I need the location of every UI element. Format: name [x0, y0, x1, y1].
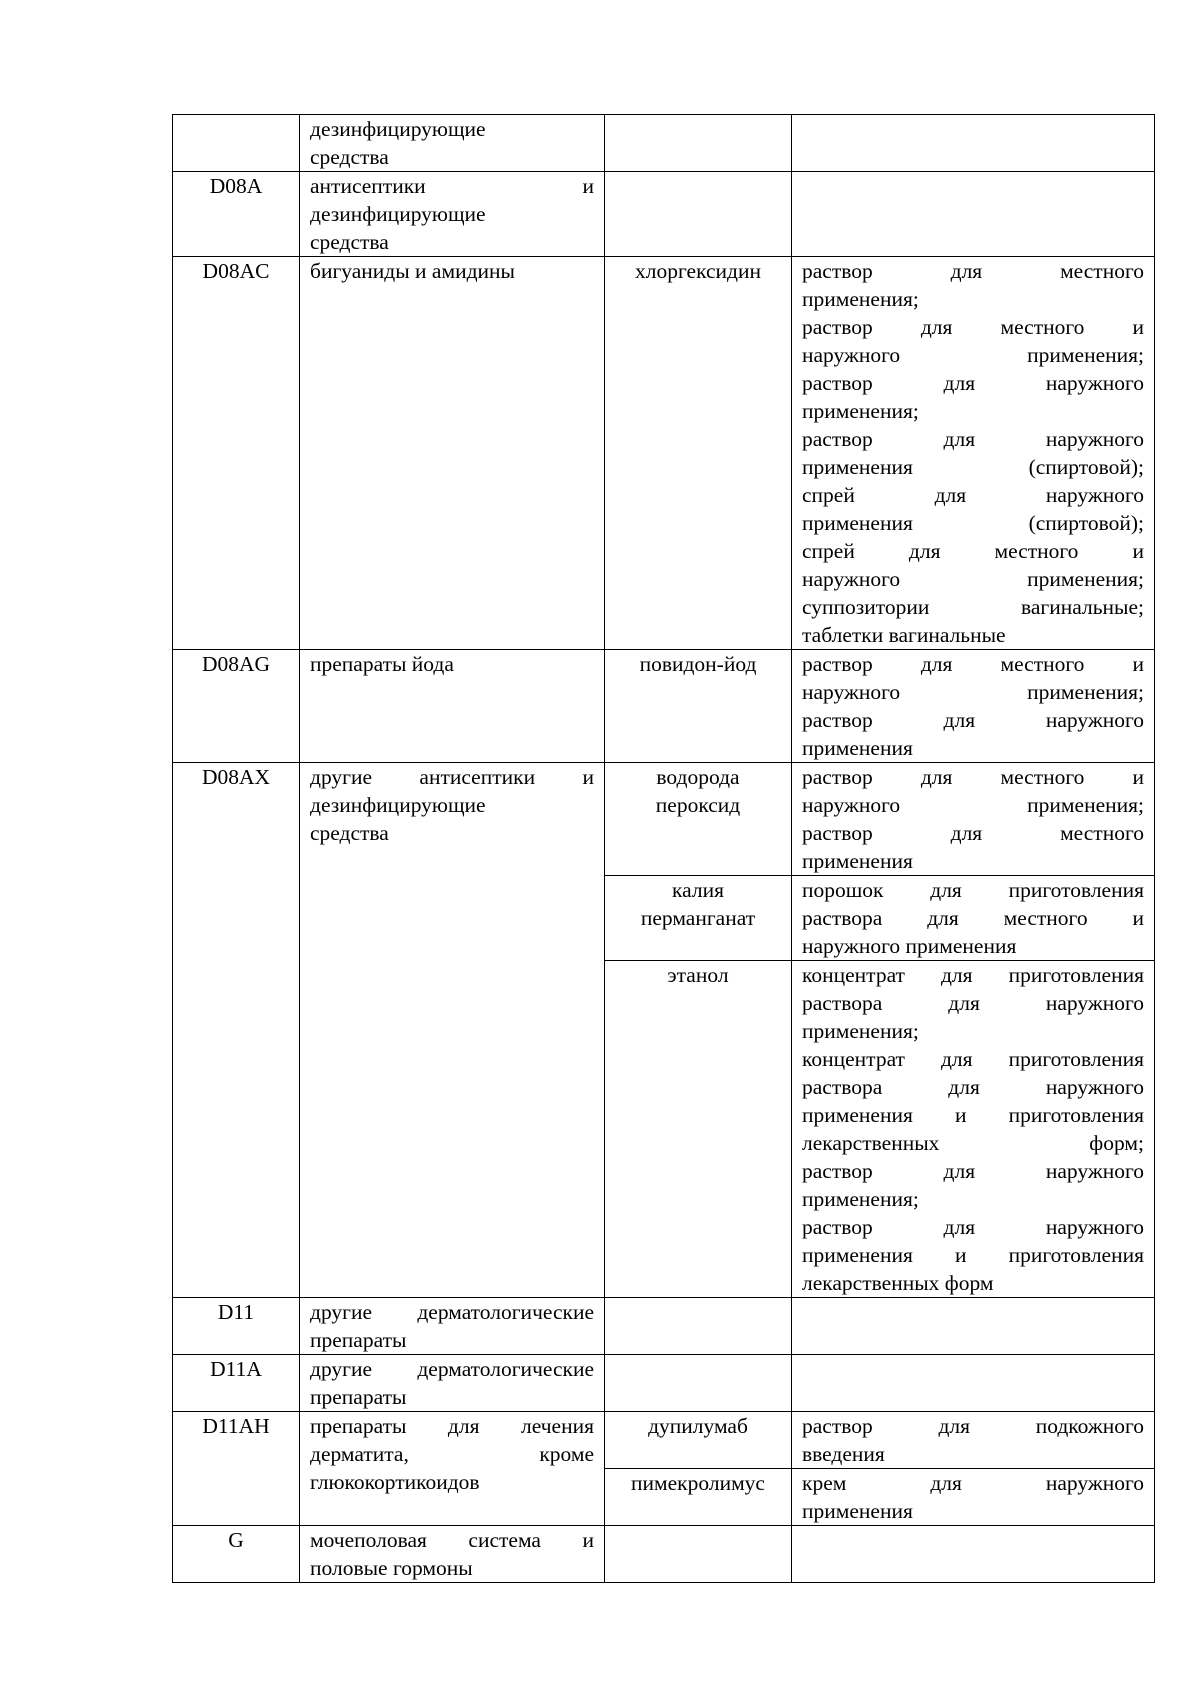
dosage-form-line: применения; [802, 1187, 919, 1211]
dosage-form-line: наружного применения; [802, 343, 1144, 367]
table-row [173, 1526, 1155, 1583]
group-name-line: бигуаниды и амидины [310, 259, 515, 283]
table-row [173, 172, 1155, 257]
atc-code: D08AC [173, 257, 300, 650]
dosage-form-line: раствор для местного и [802, 765, 1144, 789]
table-row [173, 763, 1155, 876]
dosage-form-line: раствора для наружного [802, 1075, 1144, 1099]
drug-name-line: этанол [667, 963, 729, 987]
dosage-form-line: наружного применения; [802, 567, 1144, 591]
dosage-form-line: спрей для местного и [802, 539, 1144, 563]
dosage-form-line: применения; [802, 1019, 919, 1043]
group-name-line: половые гормоны [310, 1556, 473, 1580]
drug-name [605, 1298, 792, 1355]
dosage-form-line: применения (спиртовой); [802, 511, 1144, 535]
drug-name [605, 876, 792, 961]
dosage-form [792, 763, 1155, 876]
dosage-form-line: применения; [802, 287, 919, 311]
dosage-form-line: раствор для наружного [802, 427, 1144, 451]
table-row [173, 115, 1155, 172]
group-name-line: средства [310, 230, 389, 254]
dosage-form-line: применения и приготовления [802, 1103, 1144, 1127]
dosage-form-line: раствора для наружного [802, 991, 1144, 1015]
group-name [300, 763, 605, 1298]
group-name-line: средства [310, 821, 389, 845]
table-row [173, 1412, 1155, 1469]
dosage-form-line: таблетки вагинальные [802, 623, 1006, 647]
dosage-form-line: раствор для местного [802, 259, 1144, 283]
dosage-form-line: раствор для наружного [802, 1215, 1144, 1239]
drug-name [605, 763, 792, 876]
dosage-form-line: концентрат для приготовления [802, 963, 1144, 987]
group-name-line: другие дерматологические [310, 1357, 594, 1381]
dosage-form-line: применения [802, 736, 913, 760]
dosage-form [792, 876, 1155, 961]
drug-name [605, 1526, 792, 1583]
dosage-form [792, 650, 1155, 763]
dosage-form-line: порошок для приготовления [802, 878, 1144, 902]
drug-name [605, 1412, 792, 1469]
dosage-form-line: наружного применения; [802, 680, 1144, 704]
dosage-form-line: спрей для наружного [802, 483, 1144, 507]
atc-code: D08AX [173, 763, 300, 1298]
dosage-form-line: раствор для местного и [802, 315, 1144, 339]
atc-code: D08AG [173, 650, 300, 763]
drug-classification-table [172, 114, 1155, 1583]
atc-code: D08A [173, 172, 300, 257]
atc-code: D11A [173, 1355, 300, 1412]
group-name-line: препараты для лечения [310, 1414, 594, 1438]
group-name [300, 257, 605, 650]
drug-name: повидон-йод [605, 650, 792, 763]
group-name-line: дерматита, кроме [310, 1442, 594, 1466]
atc-code: G [173, 1526, 300, 1583]
group-name-line: антисептики и [310, 174, 594, 198]
group-name [300, 115, 605, 172]
dosage-form-line: раствор для наружного [802, 708, 1144, 732]
atc-code: D11 [173, 1298, 300, 1355]
dosage-form [792, 1355, 1155, 1412]
dosage-form-line: применения [802, 849, 913, 873]
dosage-form [792, 257, 1155, 650]
table-row [173, 1298, 1155, 1355]
drug-name-line: перманганат [640, 906, 756, 930]
dosage-form-line: применения [802, 1499, 913, 1523]
drug-name [605, 172, 792, 257]
group-name-line: мочеполовая система и [310, 1528, 594, 1552]
group-name [300, 1298, 605, 1355]
dosage-form-line: наружного применения; [802, 793, 1144, 817]
drug-name-line: дупилумаб [648, 1414, 748, 1438]
dosage-form-line: раствор для местного и [802, 652, 1144, 676]
dosage-form-line: применения (спиртовой); [802, 455, 1144, 479]
group-name [300, 1355, 605, 1412]
table-row [173, 1355, 1155, 1412]
group-name-line: дезинфицирующие [310, 793, 486, 817]
dosage-form [792, 1298, 1155, 1355]
dosage-form-line: применения и приготовления [802, 1243, 1144, 1267]
group-name-line: дезинфицирующие [310, 117, 486, 141]
drug-name-line: пимекролимус [631, 1471, 765, 1495]
group-name [300, 1412, 605, 1526]
dosage-form-line: применения; [802, 399, 919, 423]
group-name-line: средства [310, 145, 389, 169]
dosage-form-line: раствор для наружного [802, 1159, 1144, 1183]
dosage-form-line: раствор для местного [802, 821, 1144, 845]
group-name-line: препараты [310, 1328, 407, 1352]
dosage-form-line: лекарственных форм; [802, 1131, 1144, 1155]
group-name-line: дезинфицирующие [310, 202, 486, 226]
dosage-form-line: лекарственных форм [802, 1271, 994, 1295]
dosage-form-line: наружного применения [802, 934, 1017, 958]
atc-code: D11AH [173, 1412, 300, 1526]
dosage-form-line: крем для наружного [802, 1471, 1144, 1495]
group-name-line: препараты йода [310, 652, 454, 676]
group-name [300, 172, 605, 257]
group-name-line: другие дерматологические [310, 1300, 594, 1324]
group-name-line: другие антисептики и [310, 765, 594, 789]
dosage-form [792, 1526, 1155, 1583]
dosage-form-line: введения [802, 1442, 885, 1466]
group-name [300, 1526, 605, 1583]
dosage-form-line: концентрат для приготовления [802, 1047, 1144, 1071]
dosage-form [792, 1412, 1155, 1469]
atc-code [173, 115, 300, 172]
dosage-form [792, 115, 1155, 172]
drug-name-line: водорода [656, 765, 740, 789]
group-name [300, 650, 605, 763]
drug-name [605, 1355, 792, 1412]
group-name-line: глюкокортикоидов [310, 1470, 480, 1494]
dosage-form [792, 172, 1155, 257]
table-row [173, 650, 1155, 763]
table-body [173, 115, 1155, 1583]
drug-name [605, 961, 792, 1298]
dosage-form-line: раствор для подкожного [802, 1414, 1144, 1438]
drug-name [605, 115, 792, 172]
group-name-line: препараты [310, 1385, 407, 1409]
table-row [173, 257, 1155, 650]
drug-name-line: калия [672, 878, 724, 902]
dosage-form [792, 961, 1155, 1298]
dosage-form [792, 1469, 1155, 1526]
dosage-form-line: раствор для наружного [802, 371, 1144, 395]
drug-name: хлоргексидин [605, 257, 792, 650]
drug-name [605, 1469, 792, 1526]
dosage-form-line: раствора для местного и [802, 906, 1144, 930]
dosage-form-line: суппозитории вагинальные; [802, 595, 1144, 619]
drug-name-line: пероксид [655, 793, 741, 817]
